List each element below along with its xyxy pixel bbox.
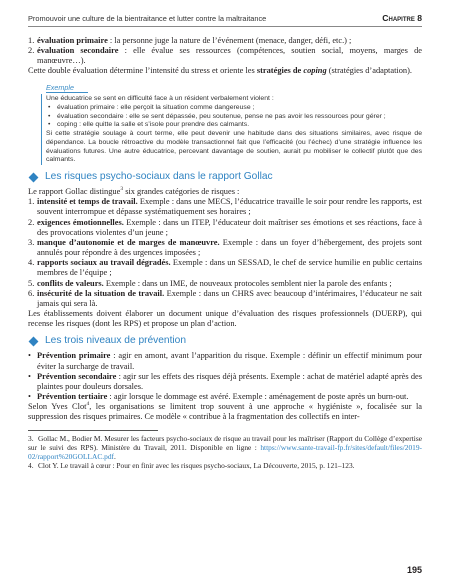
risk-item: 3. manque d’autonomie et de marges de manœuvre. Exemple : dans un foyer d’hébergement, des projets sont annulés pour répondre à des urgences imposées ; xyxy=(28,237,423,258)
diamond-bullet-icon xyxy=(29,336,39,346)
page-number: 195 xyxy=(406,565,422,575)
risk-item: 4. rapports sociaux au travail dégradés. Exemple : dans un SESSAD, le chef de service humilie en public certains membres de l’équipe ; xyxy=(28,258,423,278)
footnote-link[interactable]: https://www.sante-travail-fp.fr/sites/default/files/2019-02/rapport%20GOLLAC.pdf xyxy=(28,442,422,461)
prevention-list xyxy=(28,351,422,402)
footnote-ref-4[interactable]: 4 xyxy=(86,401,90,408)
prevention-item: • Prévention tertiaire : agir lorsque le dommage est avéré. Exemple : aménagement de poste après un burn-out. xyxy=(28,392,409,402)
evaluation-paragraph: Cette double évaluation détermine l’intensité du stress et oriente les stratégies de coping (stratégies d’adaptation). xyxy=(28,66,412,76)
footnote-4: 4. Clot Y. Le travail à cœur : Pour en finir avec les risques psycho-sociaux, La Découverte, 2015, p. 121–123. xyxy=(28,460,355,470)
running-header xyxy=(28,11,422,25)
footnote-ref-3[interactable]: 3 xyxy=(120,186,124,193)
example-bullet: • évaluation secondaire : elle se sent dépassée, peu soutenue, pense ne pas avoir les ressources pour gérer ; xyxy=(48,112,386,120)
example-conclusion: Si cette stratégie soulage à court terme, elle peut devenir une habitude dans des situations similaires, avec risque de dépendance. La boucle rétroactive du modèle transactionnel fait que l’efficacité (ou l’échec) d’une stratégie influence les évaluations futures. Une autre éducatrice, percevant davantage de soutien, aurait pu mobiliser le collectif plutôt que des calmants. xyxy=(46,130,422,164)
example-box xyxy=(46,84,422,165)
example-title: Exemple xyxy=(46,84,88,94)
risk-item: 5. conflits de valeurs. Exemple : dans un IME, de nouveaux protocoles semblent nier la parole des enfants ; xyxy=(28,278,392,288)
diamond-bullet-icon xyxy=(29,172,39,182)
section-heading-prevention: Les trois niveaux de prévention xyxy=(28,336,422,346)
prevention-item: • Prévention secondaire : agir sur les effets des risques déjà présents. Exemple : achat de matériel adapté après des plaintes pour douleurs dorsales. xyxy=(28,371,423,391)
clot-paragraph: Selon Yves Clot$^4$, les organisations se limitent trop souvent à une approche « hygiéniste », focalisée sur la suppression des risques primaires. Ce modèle « contribue à la fragmentation des collectifs en inter- xyxy=(28,401,422,422)
risk-item: 1. intensité et temps de travail. Exemple : dans une MECS, l’éducatrice travaille le soir pour rendre les rapports, est souvent interrompue et dépasse systématiquement ses horaires ; xyxy=(28,197,422,217)
evaluation-item-2: 2. évaluation secondaire : elle évalue ses ressources (compétences, soutien social, moyens, marges de manœuvre…). xyxy=(28,46,422,66)
page-body xyxy=(28,36,422,470)
duerp-paragraph: Les établissements doivent élaborer un document unique d’évaluation des risques professionnels (DUERP), qui recense les risques (dont les RPS) et propose un plan d’action. xyxy=(28,308,422,329)
gollac-intro: Le rapport Gollac distingue$^3$ six grandes catégories de risques : xyxy=(28,186,240,197)
header-divider xyxy=(28,26,422,27)
evaluation-item-1: 1. évaluation primaire : la personne juge la nature de l’événement (menace, danger, défi, etc.) ; xyxy=(28,36,352,45)
example-accent-line xyxy=(41,94,42,165)
example-intro: Une éducatrice se sent en difficulté face à un résident verbalement violent : xyxy=(46,95,274,103)
risk-item: 2. exigences émotionnelles. Exemple : dans un ITEP, l’éducateur doit maîtriser ses émotions et ses réactions, face à des provocations violentes d’un jeune ; xyxy=(28,217,422,237)
running-header-title: Promouvoir une culture de la bientraitance et lutter contre la maltraitance xyxy=(28,13,267,23)
section-heading-gollac: Les risques psycho-sociaux dans le rapport Gollac xyxy=(28,172,422,182)
example-bullet: • évaluation primaire : elle perçoit la situation comme dangereuse ; xyxy=(48,104,255,112)
chapter-label: Chapitre 8 xyxy=(382,13,422,23)
footnote-3: 3. Gollac M., Bodier M. Mesurer les facteurs psycho-sociaux de risque au travail pour les maîtriser (Rapport du Collège d’expertise sur le suivi des RPS). Ministère du Travail, 2011. Disponible en ligne : https://www.sante-travail-fp.fr/sites/default/files/2019-02/rapport%20GOLLAC.pdf. xyxy=(28,433,422,461)
risk-item: 6. insécurité de la situation de travail. Exemple : dans un CHRS avec beaucoup d’intérimaires, l’éducateur ne sait jamais qui sera là. xyxy=(28,288,422,308)
footnote-divider xyxy=(28,430,158,431)
example-bullet: • coping : elle quitte la salle et s’isole pour prendre des calmants. xyxy=(48,121,250,129)
prevention-item: • Prévention primaire : agir en amont, avant l’apparition du risque. Exemple : définir un effectif minimum pour éviter la surcharge de travail. xyxy=(28,351,422,371)
